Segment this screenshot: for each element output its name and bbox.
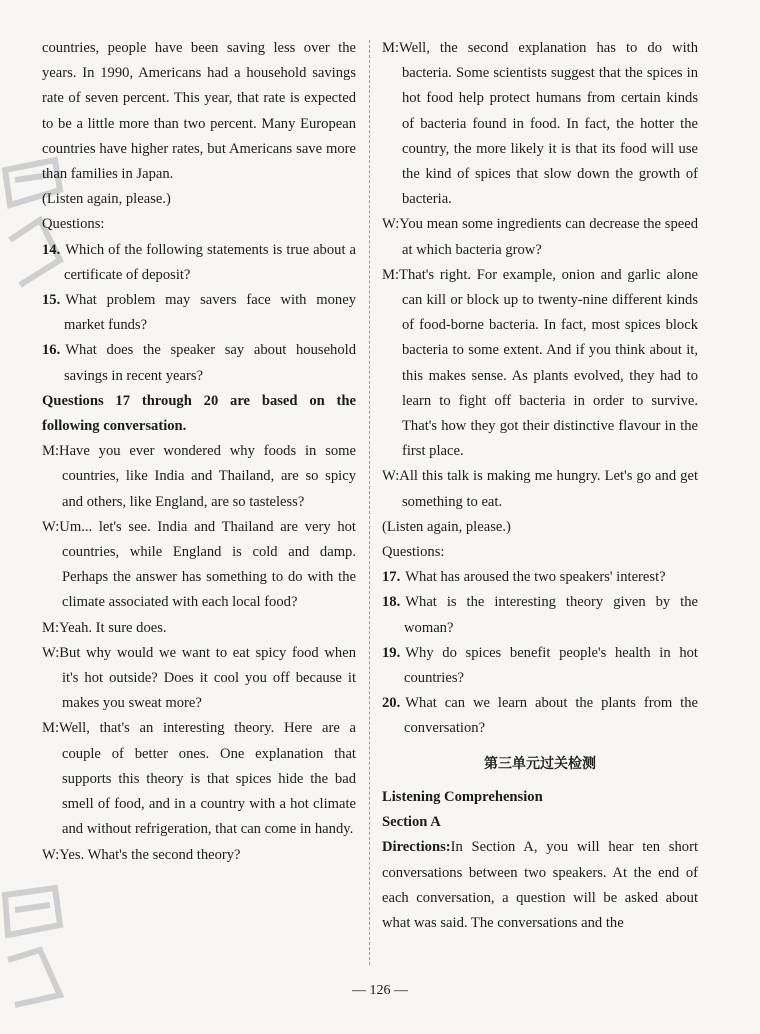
dialogue-line [42, 716, 356, 842]
right-column [382, 36, 698, 936]
directions-text: In Section A, you will hear ten short conversations between two speakers. At the end of each conversation, a question will be asked about what was said. The conversations and the [382, 839, 698, 931]
unit-title: 第三单元过关检测 [484, 755, 596, 772]
speaker-label: M: [42, 443, 60, 460]
dialogue-text: Um... let's see. India and Thailand are very hot countries, while England is cold and damp. Perhaps the answer has something to do with the climate associated with each local food? [59, 518, 356, 611]
dialogue-line [42, 616, 356, 641]
speaker-label: M: [42, 619, 60, 636]
question-item [382, 641, 698, 691]
passage-text: countries, people have been saving less over the years. In 1990, Americans had a household savings rate of seven percent. This year, that rate is expected to be a little more than two percent. Many European countries have higher rates, but Americans save more than families in Japan. [42, 40, 356, 183]
dialogue-line [382, 36, 698, 212]
dialogue-text: Yeah. It sure does. [59, 619, 167, 636]
listen-again-note: (Listen again, please.) [42, 191, 171, 208]
page-number: — 126 — [352, 983, 408, 998]
question-item [42, 338, 356, 388]
section-heading: Listening Comprehension [382, 788, 543, 805]
question-number: 15. [42, 292, 61, 309]
dialogue-text: That's right. For example, onion and garlic alone can kill or block up to twenty-nine different kinds of food-borne bacteria. In fact, most spices block bacteria to some extent. And if you think about it, this makes sense. As plants evolved, they had to learn to fight off bacteria in order to survive. That's how they got their distinctive flavour in the first place. [399, 266, 698, 460]
dialogue-text: Well, that's an interesting theory. Here are a couple of better ones. One explanation that supports this theory is that spices hide the bad smell of food, and in a country with a hot climate and without refrigeration, that can come in handy. [59, 720, 356, 838]
question-text: What problem may savers face with money market funds? [64, 292, 356, 334]
dialogue-line [382, 464, 698, 514]
dialogue-text: Well, the second explanation has to do with bacteria. Some scientists suggest that the spices in hot food help protect humans from certain kinds of bacteria found in food. In fact, the hotter the country, the more likely it is that its food will use the kind of spices that slow down the growth of bacteria. [399, 40, 698, 208]
question-item [382, 590, 698, 640]
question-text: What can we learn about the plants from the conversation? [404, 695, 698, 737]
dialogue-text: You mean some ingredients can decrease the speed at which bacteria grow? [399, 216, 698, 258]
question-item [382, 691, 698, 741]
question-number: 18. [382, 594, 401, 611]
question-item [382, 565, 698, 590]
section-subheading: Section A [382, 814, 441, 831]
question-item [42, 238, 356, 288]
dialogue-line [42, 515, 356, 616]
speaker-label: M: [382, 266, 400, 283]
question-text: What has aroused the two speakers' interest? [405, 569, 666, 586]
question-number: 16. [42, 342, 61, 359]
question-text: What is the interesting theory given by the woman? [404, 594, 698, 636]
question-number: 17. [382, 569, 401, 586]
dialogue-line [42, 641, 356, 717]
directions-label: Directions: [382, 839, 451, 856]
dialogue-text: Have you ever wondered why foods in some countries, like India and Thailand, are so spicy and others, like England, are so tasteless? [59, 443, 356, 510]
dialogue-line [42, 439, 356, 515]
question-text: What does the speaker say about household savings in recent years? [64, 342, 356, 384]
speaker-label: W: [382, 216, 400, 233]
listen-again-note: (Listen again, please.) [382, 518, 511, 535]
conversation-heading: Questions 17 through 20 are based on the following conversation. [42, 392, 356, 435]
question-number: 19. [382, 644, 401, 661]
speaker-label: M: [382, 40, 400, 56]
questions-label: Questions: [382, 544, 445, 561]
speaker-label: M: [42, 720, 60, 737]
dialogue-line [382, 263, 698, 465]
speaker-label: W: [382, 468, 400, 485]
questions-label: Questions: [42, 216, 105, 233]
dialogue-text: Yes. What's the second theory? [59, 846, 241, 863]
question-text: Which of the following statements is true about a certificate of deposit? [64, 241, 356, 283]
dialogue-text: All this talk is making me hungry. Let's go and get something to eat. [399, 468, 698, 510]
question-item [42, 288, 356, 338]
speaker-label: W: [42, 518, 60, 535]
question-number: 14. [42, 241, 61, 258]
speaker-label: W: [42, 846, 60, 863]
question-text: Why do spices benefit people's health in hot countries? [404, 644, 698, 687]
question-number: 20. [382, 695, 401, 712]
column-divider [369, 40, 370, 965]
dialogue-line [382, 212, 698, 262]
dialogue-text: But why would we want to eat spicy food when it's hot outside? Does it cool you off because it makes you sweat more? [59, 644, 356, 712]
dialogue-line [42, 843, 356, 868]
speaker-label: W: [42, 644, 60, 661]
left-column [42, 36, 356, 868]
directions-paragraph [382, 835, 698, 936]
